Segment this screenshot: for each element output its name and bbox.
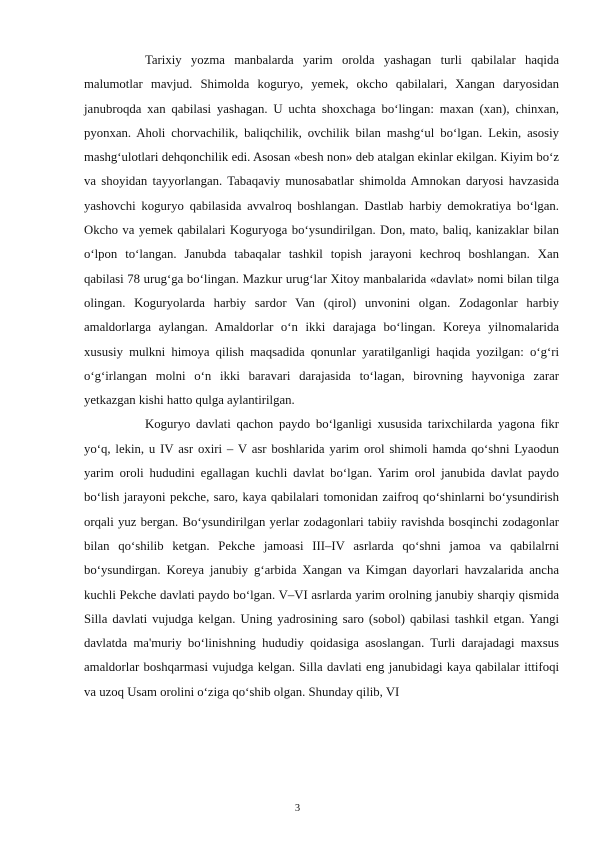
paragraph-koguryo-state: Koguryo davlati qachon paydo bo‘lganligi xususida tarixchilarda yagona fikr yo‘q, lekin, u IV asr oxiri – V asr boshlarida yarim orol shimoli hamda qo‘shni Lyaodun yarim oroli hududini egallagan kuchli davlat bo‘lgan. Yarim orol janubida davlat paydo bo‘lish jarayoni pekche, saro, kaya qabilalari tomonidan zaifroq qo‘shinlarni bo‘ysundirish orqali yuz bergan. Bo‘ysundirilgan yerlar zodagonlari tabiiy ravishda bosqinchi zodagonlar bilan qo‘shilib ketgan. Pekche jamoasi III–IV asrlarda qo‘shni jamoa va qabilalrni bo‘ysundirgan. Koreya janubiy g‘arbida Xangan va Kimgan dayorlari havzalarida ancha kuchli Pekche davlati paydo bo‘lgan. V–VI asrlarda yarim orolning janubiy sharqiy qismida Silla davlati vujudga kelgan. Uning yadrosining saro (sobol) qabilasi tashkil etgan. Yangi davlatda ma'muriy bo‘linishning hududiy qoidasiga asoslangan. Turli darajadagi maxsus amaldorlar boshqarmasi vujudga kelgan. Silla davlati eng janubidagi kaya qabilalar ittifoqi va uzoq Usam orolini o‘ziga qo‘shib olgan. Shunday qilib, VI	[84, 417, 559, 699]
page-number: 3	[294, 803, 301, 814]
paragraph-tribes: Tarixiy yozma manbalarda yarim orolda yashagan turli qabilalar haqida malumotlar mavjud. Shimolda koguryo, yemek, okcho qabilalari, Xangan daryosidan janubroqda xan qabilasi yashagan. U uchta shoxchaga bo‘lingan: maxan (xan), chinxan, pyonxan. Aholi chorvachilik, baliqchilik, ovchilik bilan mashg‘ul bo‘lgan. Lekin, asosiy mashg‘ulotlari dehqonchilik edi. Asosan «besh non» deb atalgan ekinlar ekilgan. Kiyim bo‘z va shoyidan tayyorlangan. Tabaqaviy munosabatlar shimolda Amnokan daryosi havzasida yashovchi koguryo qabilasida avvalroq boshlangan. Dastlab harbiy demokratiya bo‘lgan. Okcho va yemek qabilalari Koguryoga bo‘ysundirilgan. Don, mato, baliq, kanizaklar bilan o‘lpon to‘langan. Janubda tabaqalar tashkil topish jarayoni kechroq boshlangan. Xan qabilasi 78 urug‘ga bo‘lingan. Mazkur urug‘lar Xitoy manbalarida «davlat» nomi bilan tilga olingan. Koguryolarda harbiy sardor Van (qirol) unvonini olgan. Zodagonlar harbiy amaldorlarga aylangan. Amaldorlar o‘n ikki darajaga bo‘lingan. Koreya yilnomalarida xususiy mulkni himoya qilish maqsadida qonunlar yaratilganligi haqida yozilgan: o‘g‘ri o‘g‘irlangan molni o‘n ikki baravari darajasida to‘lagan, birovning hayvoniga zarar yetkazgan kishi hatto qulga aylantirilgan.	[84, 53, 559, 408]
document-body	[84, 48, 559, 704]
